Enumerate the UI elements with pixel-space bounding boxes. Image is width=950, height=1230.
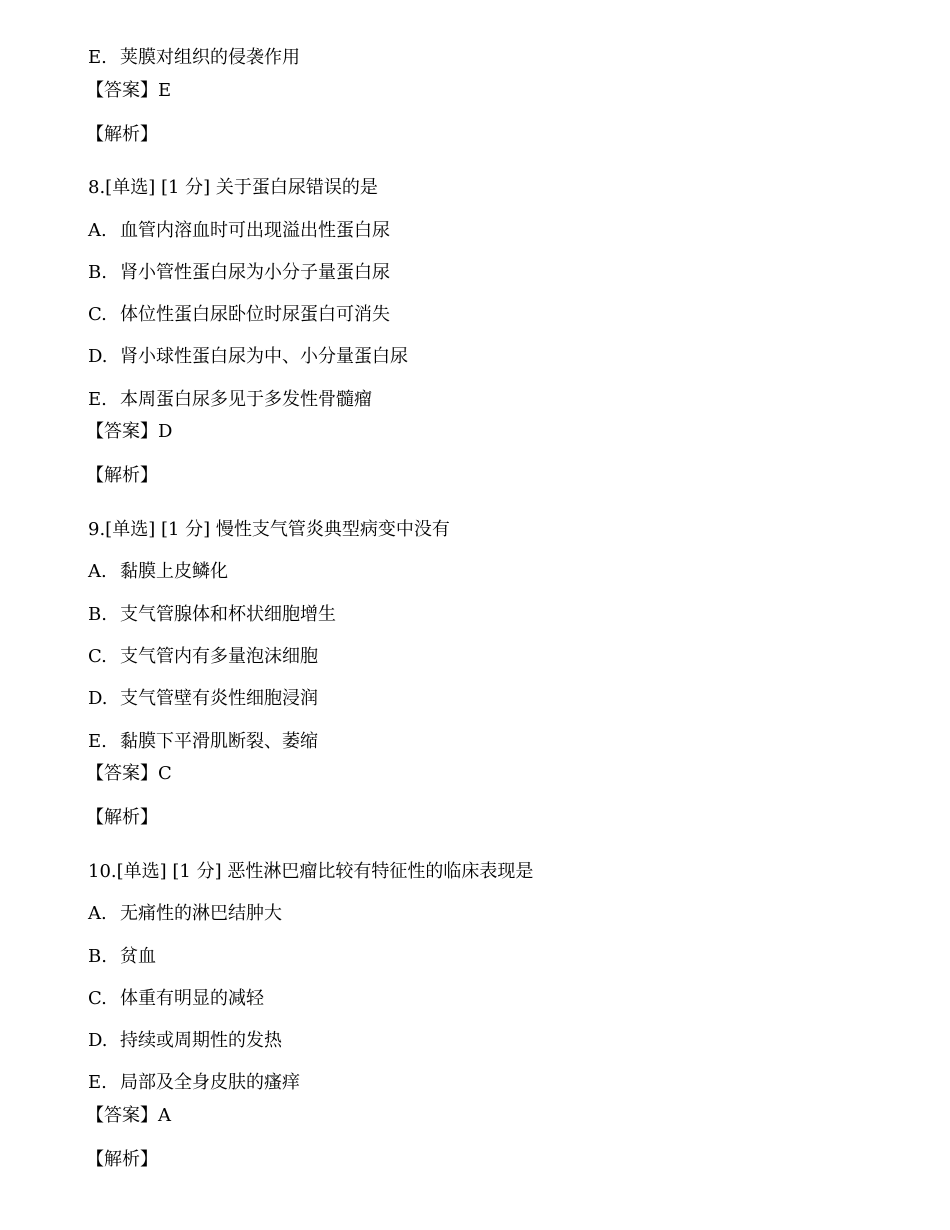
option-text: 黏膜上皮鳞化 [120, 561, 228, 582]
question-stem: 10.[单选] [1 分] 恶性淋巴瘤比较有特征性的临床表现是 [88, 861, 534, 882]
option-letter: B. [88, 946, 107, 967]
question-stem: 8.[单选] [1 分] 关于蛋白尿错误的是 [88, 177, 378, 198]
option-d [88, 345, 408, 369]
option-letter: C. [88, 304, 107, 325]
option-letter: A. [88, 220, 107, 241]
option-d [88, 687, 318, 711]
analysis-line: 【解析】 [86, 807, 158, 828]
analysis-line: 【解析】 [86, 1149, 158, 1170]
option-letter: E. [88, 1072, 107, 1093]
option-c [88, 645, 318, 669]
option-b [88, 261, 390, 285]
option-text: 荚膜对组织的侵袭作用 [120, 47, 300, 68]
option-e [88, 730, 318, 754]
option-text: 持续或周期性的发热 [120, 1030, 282, 1051]
option-b [88, 945, 156, 969]
option-d [88, 1029, 282, 1053]
option-text: 支气管内有多量泡沫细胞 [120, 646, 318, 667]
option-text: 支气管壁有炎性细胞浸润 [120, 688, 318, 709]
answer-line: 【答案】A [86, 1105, 171, 1126]
option-text: 肾小球性蛋白尿为中、小分量蛋白尿 [120, 346, 408, 367]
option-letter: C. [88, 646, 107, 667]
option-a [88, 902, 282, 926]
answer-line: 【答案】E [86, 80, 172, 101]
option-text: 血管内溶血时可出现溢出性蛋白尿 [120, 220, 390, 241]
option-c [88, 303, 390, 327]
option-letter: A. [88, 903, 107, 924]
analysis-line: 【解析】 [86, 465, 158, 486]
option-letter: C. [88, 988, 107, 1009]
option-letter: E. [88, 389, 107, 410]
option-text: 体位性蛋白尿卧位时尿蛋白可消失 [120, 304, 390, 325]
answer-line: 【答案】C [86, 763, 172, 784]
option-e [88, 388, 372, 412]
option-c [88, 987, 264, 1011]
option-text: 黏膜下平滑肌断裂、萎缩 [120, 731, 318, 752]
option-text: 贫血 [120, 946, 156, 967]
option-letter: B. [88, 262, 107, 283]
option-letter: E. [88, 731, 107, 752]
option-text: 体重有明显的减轻 [120, 988, 264, 1009]
option-letter: D. [88, 688, 108, 709]
option-a [88, 560, 228, 584]
option-a [88, 219, 390, 243]
option-e [88, 1071, 300, 1095]
option-letter: D. [88, 1030, 108, 1051]
option-b [88, 603, 336, 627]
option-text: 肾小管性蛋白尿为小分子量蛋白尿 [120, 262, 390, 283]
option-text: 无痛性的淋巴结肿大 [120, 903, 282, 924]
option-letter: A. [88, 561, 107, 582]
option-letter: E. [88, 47, 107, 68]
analysis-line: 【解析】 [86, 124, 158, 145]
option-letter: B. [88, 604, 107, 625]
option-text: 支气管腺体和杯状细胞增生 [120, 604, 336, 625]
option-letter: D. [88, 346, 108, 367]
answer-line: 【答案】D [86, 421, 173, 442]
option-text: 本周蛋白尿多见于多发性骨髓瘤 [120, 389, 372, 410]
option-e [88, 46, 300, 70]
option-text: 局部及全身皮肤的瘙痒 [120, 1072, 300, 1093]
question-stem: 9.[单选] [1 分] 慢性支气管炎典型病变中没有 [88, 519, 450, 540]
